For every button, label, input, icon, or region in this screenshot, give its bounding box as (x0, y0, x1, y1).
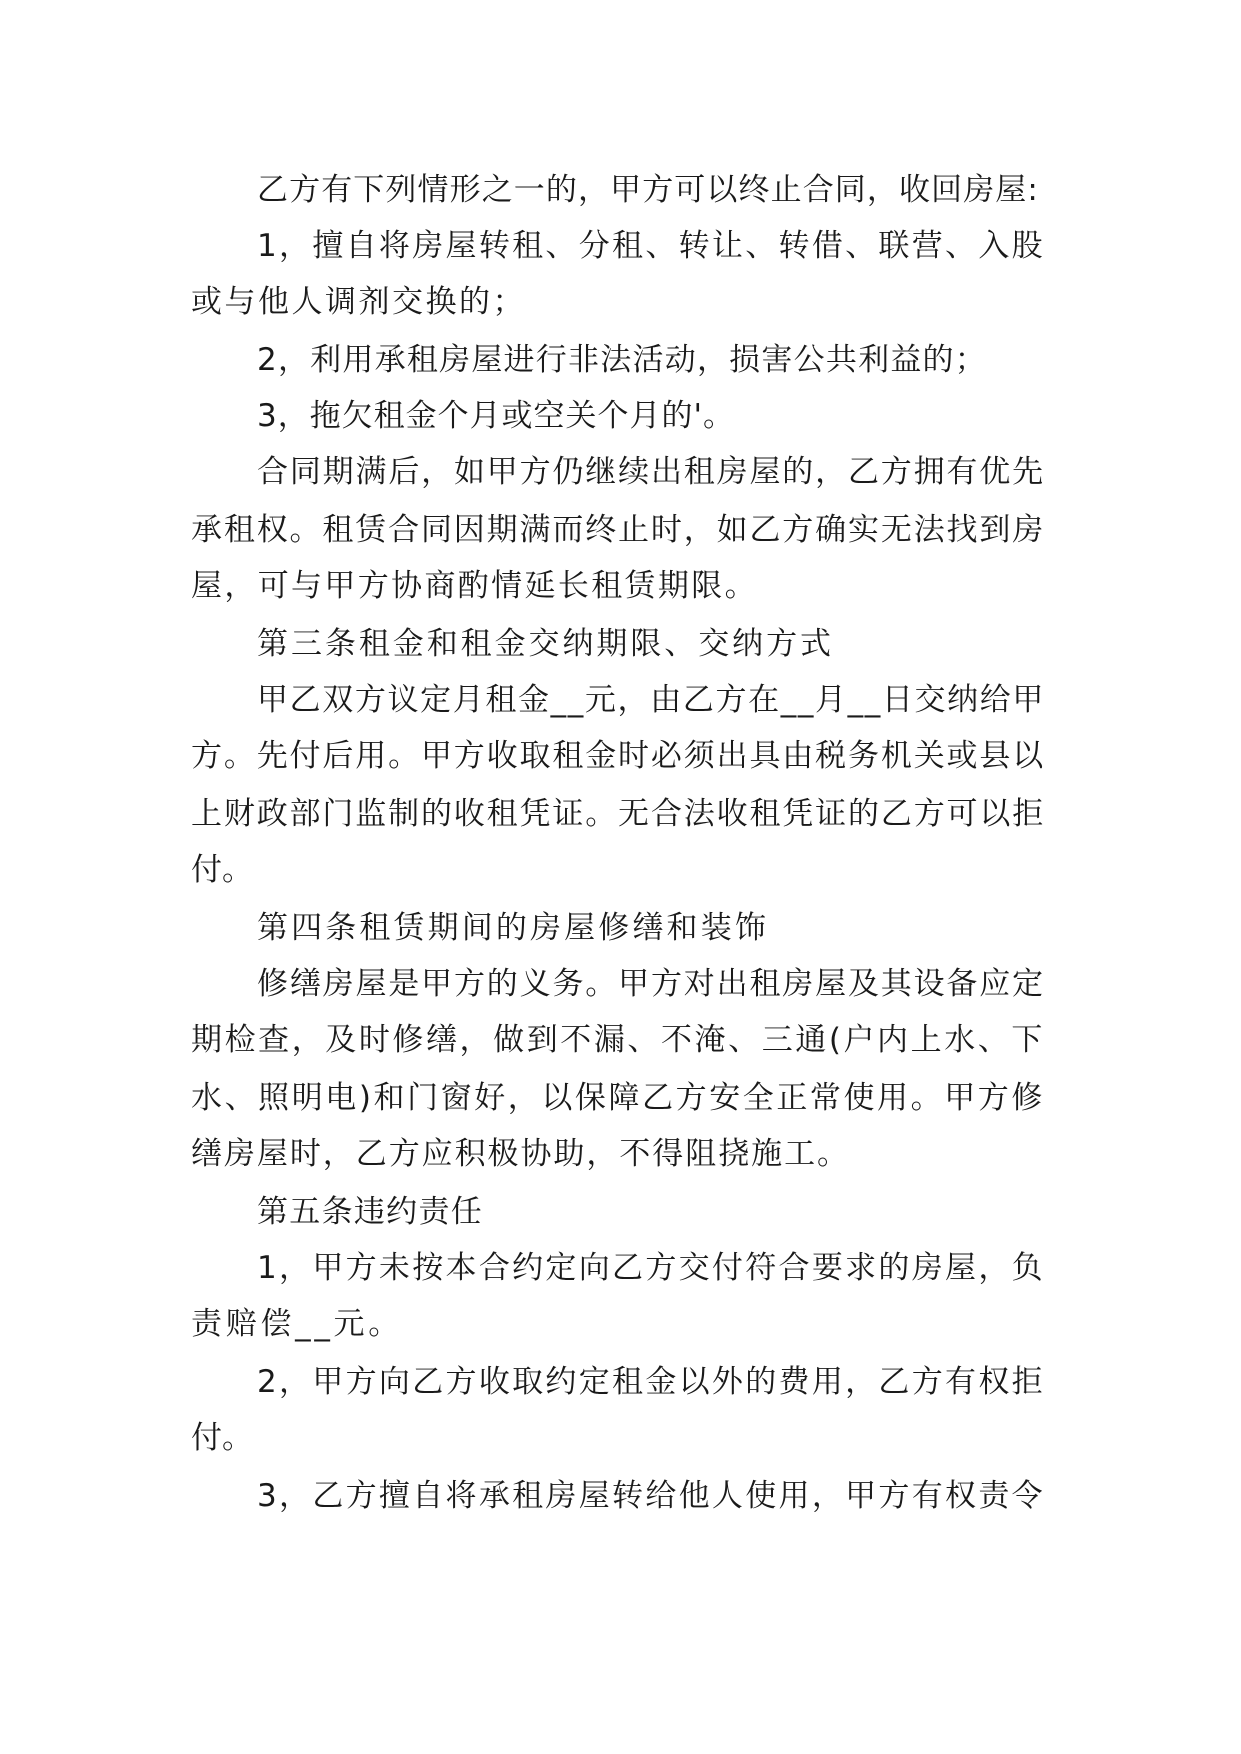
paragraph-line (0, 500, 1241, 560)
paragraph-line (0, 216, 1241, 276)
paragraph-line (0, 1294, 1241, 1354)
paragraph-line (0, 1068, 1241, 1128)
paragraph-line (0, 954, 1241, 1014)
paragraph-line (0, 1182, 1241, 1242)
paragraph-line (0, 1466, 1241, 1526)
line-text: 缮房屋时，乙方应积极协助，不得阻挠施工。 (191, 1136, 850, 1172)
line-text: 第四条租赁期间的房屋修缮和装饰 (257, 910, 769, 946)
paragraph-line (0, 784, 1241, 844)
paragraph-line (0, 160, 1241, 220)
paragraph-line (0, 670, 1241, 730)
paragraph-line (0, 614, 1241, 674)
paragraph-line (0, 442, 1241, 502)
line-text: 1，擅自将房屋转租、分租、转让、转借、联营、入股 (257, 228, 1045, 264)
line-text: 承租权。租赁合同因期满而终止时，如乙方确实无法找到房 (191, 512, 1046, 548)
line-text: 水、照明电)和门窗好，以保障乙方安全正常使用。甲方修 (191, 1080, 1045, 1116)
paragraph-line (0, 1238, 1241, 1298)
line-text: 方。先付后用。甲方收取租金时必须出具由税务机关或县以 (191, 738, 1046, 774)
line-text: 上财政部门监制的收租凭证。无合法收租凭证的乙方可以拒 (191, 796, 1046, 832)
paragraph-line (0, 840, 1241, 900)
paragraph-line (0, 726, 1241, 786)
line-text: 甲乙双方议定月租金__元，由乙方在__月__日交纳给甲 (257, 682, 1046, 718)
line-text: 第五条违约责任 (257, 1194, 484, 1230)
paragraph-line (0, 1124, 1241, 1184)
line-text: 付。 (191, 1420, 253, 1456)
paragraph-line (0, 1352, 1241, 1412)
paragraph-line (0, 898, 1241, 958)
line-text: 2，甲方向乙方收取约定租金以外的费用，乙方有权拒 (257, 1364, 1045, 1400)
paragraph-line (0, 272, 1241, 332)
paragraph-line (0, 330, 1241, 390)
line-text: 乙方有下列情形之一的，甲方可以终止合同，收回房屋: (257, 172, 1039, 208)
line-text: 3，乙方擅自将承租房屋转给他人使用，甲方有权责令 (257, 1478, 1045, 1514)
line-text: 屋，可与甲方协商酌情延长租赁期限。 (191, 568, 758, 604)
line-text: 1，甲方未按本合约定向乙方交付符合要求的房屋，负 (257, 1250, 1045, 1286)
line-text: 或与他人调剂交换的； (191, 284, 526, 320)
line-text: 3，拖欠租金个月或空关个月的'。 (257, 398, 735, 434)
paragraph-line (0, 1408, 1241, 1468)
paragraph-line (0, 556, 1241, 616)
line-text: 修缮房屋是甲方的义务。甲方对出租房屋及其设备应定 (257, 966, 1045, 1002)
line-text: 责赔偿__元。 (191, 1306, 403, 1342)
line-text: 付。 (191, 852, 253, 888)
paragraph-line (0, 1010, 1241, 1070)
line-text: 第三条租金和租金交纳期限、交纳方式 (257, 626, 834, 662)
line-text: 期检查，及时修缮，做到不漏、不淹、三通(户内上水、下 (191, 1022, 1045, 1058)
paragraph-line (0, 386, 1241, 446)
line-text: 2，利用承租房屋进行非法活动，损害公共利益的； (257, 342, 988, 378)
line-text: 合同期满后，如甲方仍继续出租房屋的，乙方拥有优先 (257, 454, 1045, 490)
